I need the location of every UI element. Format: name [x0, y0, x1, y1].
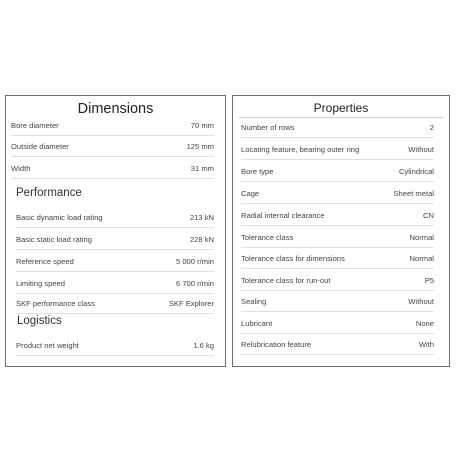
row-label: Tolerance class — [241, 233, 294, 242]
row-value: P5 — [424, 276, 434, 285]
row-label: Sealing — [241, 297, 267, 306]
performance-row-dynamic-load — [16, 208, 214, 228]
row-label: Outside diameter — [11, 142, 69, 151]
property-row-cage — [241, 184, 434, 204]
row-value: None — [415, 319, 434, 328]
row-value: With — [418, 340, 434, 349]
property-row-relubrication — [241, 335, 434, 355]
dimension-row-outside-diameter — [11, 137, 214, 157]
row-value: Without — [408, 145, 434, 154]
row-value: Cylindrical — [398, 167, 434, 176]
properties-panel — [232, 95, 450, 367]
row-value: 6 700 r/min — [176, 279, 214, 288]
row-label: Product net weight — [16, 341, 79, 350]
property-row-locating-feature — [241, 140, 434, 160]
property-row-number-of-rows — [241, 118, 434, 138]
row-value: Sheet metal — [393, 189, 434, 198]
row-value: 70 mm — [190, 121, 214, 130]
row-value: Without — [408, 297, 434, 306]
row-label: Number of rows — [241, 123, 295, 132]
row-value: 213 kN — [189, 213, 214, 222]
row-value: 2 — [429, 123, 434, 132]
row-label: Basic static load rating — [16, 235, 92, 244]
logistics-title: Logistics — [17, 315, 62, 327]
row-value: 5 000 r/min — [176, 257, 214, 266]
row-value: 1.6 kg — [193, 341, 214, 350]
row-label: Width — [11, 164, 31, 173]
row-value: CN — [423, 211, 434, 220]
logistics-row-net-weight — [16, 336, 214, 356]
row-label: Bore type — [241, 167, 274, 176]
property-row-bore-type — [241, 162, 434, 182]
performance-row-reference-speed — [16, 252, 214, 272]
dimensions-title: Dimensions — [77, 101, 154, 117]
property-row-tolerance-runout — [241, 271, 434, 291]
performance-row-static-load — [16, 230, 214, 250]
property-row-radial-clearance — [241, 206, 434, 226]
property-row-lubricant — [241, 314, 434, 334]
row-value: Normal — [409, 254, 434, 263]
row-label: Locating feature, bearing outer ring — [241, 145, 360, 154]
row-label: Tolerance class for dimensions — [241, 254, 345, 263]
property-row-sealing — [241, 292, 434, 312]
row-label: Limiting speed — [16, 279, 65, 288]
row-label: Tolerance class for run-out — [241, 276, 331, 285]
property-row-tolerance-class — [241, 228, 434, 248]
row-label: Cage — [241, 189, 260, 198]
row-value: SKF Explorer — [168, 299, 214, 308]
row-label: SKF performance class — [16, 299, 95, 308]
dimension-row-width — [11, 159, 214, 179]
row-label: Lubricant — [241, 319, 273, 328]
performance-row-performance-class — [16, 294, 214, 314]
performance-title: Performance — [16, 187, 82, 199]
dimension-row-bore-diameter — [11, 116, 214, 136]
performance-row-limiting-speed — [16, 274, 214, 294]
dimensions-panel — [5, 95, 226, 367]
row-label: Basic dynamic load rating — [16, 213, 103, 222]
row-label: Bore diameter — [11, 121, 59, 130]
row-value: Normal — [409, 233, 434, 242]
properties-title: Properties — [313, 101, 369, 115]
row-label: Radial internal clearance — [241, 211, 325, 220]
row-value: 31 mm — [190, 164, 214, 173]
row-value: 228 kN — [189, 235, 214, 244]
row-value: 125 mm — [186, 142, 214, 151]
row-label: Reference speed — [16, 257, 74, 266]
property-row-tolerance-dimensions — [241, 249, 434, 269]
row-label: Relubrication feature — [241, 340, 312, 349]
